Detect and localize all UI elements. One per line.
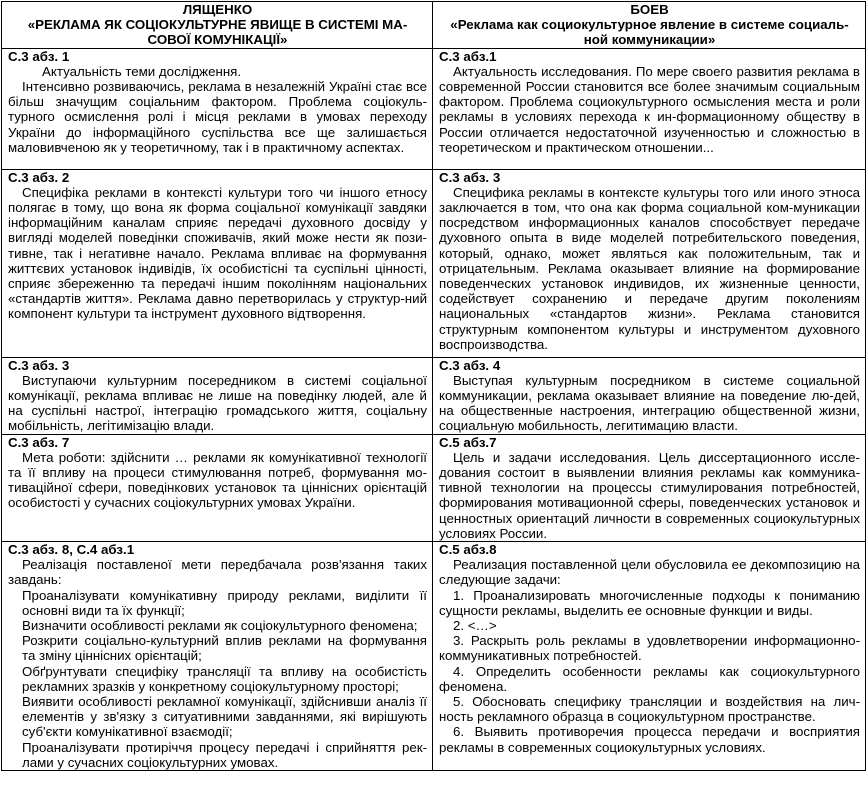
list-item: Обґрунтувати специфіку трансляції та впливу на особистість рекламних зразків у конкретному соціокультурному просторі; bbox=[22, 663, 427, 694]
comparison-page bbox=[1, 1, 865, 805]
paragraph: Выступая культурным посредником в системе социальной коммуникации, реклама оказывает влияние на поведение лю-дей, на общественные настроения, интеграцию общественной жизни, социальную мобильность, легитимацию власти. bbox=[439, 372, 860, 434]
page-reference: С.3 абз. 3 bbox=[8, 357, 70, 373]
right-cell bbox=[433, 542, 866, 771]
list-item: Проаналізувати комунікативну природу реклами, виділити її основні види та їх функції; bbox=[22, 587, 427, 618]
table-row bbox=[2, 434, 866, 541]
left-cell bbox=[2, 434, 433, 541]
page-reference: С.5 абз.8 bbox=[439, 542, 497, 558]
paragraph: Інтенсивно розвиваючись, реклама в незалежній Україні стає все більш значущим соціальним фактором. Проблема соціокуль-турного осмислення ролі і місця реклами в умовах переходу України до інформаційного суспільства все ще залишається маловивченою як у теоретичному, так і в практичному аспектах. bbox=[8, 79, 427, 155]
list-item: Розкрити соціально-культурний вплив реклами на формування та зміну ціннісних орієнтацій; bbox=[22, 633, 427, 664]
paragraph: Реализация поставленной цели обусловила ее декомпозицию на следующие задачи: bbox=[439, 557, 860, 588]
list-item: Проаналізувати протиріччя процесу передачі і сприйняття рек-лами у сучасних соціокультурних умовах. bbox=[22, 739, 427, 770]
list-item: 6. Выявить противоречия процесса передачи и восприятия рекламы в современных социокультурных условиях. bbox=[439, 724, 860, 755]
list-item: 3. Раскрыть роль рекламы в удовлетворении информационно-коммуникативных потребностей. bbox=[439, 633, 860, 664]
right-cell bbox=[433, 357, 866, 434]
paragraph: Виступаючи культурним посередником в системі соціальної комунікації, реклама впливає не лише на поведінку людей, але й на суспільні настрої, інтеграцію громадського життя, соціальну мобільність, легітимізацію влади. bbox=[8, 372, 427, 434]
page-reference: С.3 абз. 2 bbox=[8, 169, 70, 185]
list-item: 1. Проанализировать многочисленные подходы к пониманию сущности рекламы, выделить ее основные функции и виды. bbox=[439, 587, 860, 618]
page-reference: С.3 абз.1 bbox=[439, 48, 497, 64]
page-reference: С.5 абз.7 bbox=[439, 434, 497, 450]
left-cell bbox=[2, 169, 433, 357]
paragraph: Специфика рекламы в контексте культуры того или иного этноса заключается в том, что она как форма социальной ком-муникации посредством информационных каналов способствует передаче духовного опыта в виде моделей потребительского поведения, который, однако, может являться как положительным, так и отрицательным. Реклама оказывает влияние на формирование поведенческих установок индивидов, их жизненные ценности, содействует сохранению и передаче другим поколениям национальных «стандартов жизни». Реклама становится структурным компонентом культуры и инструментом духовного воспроизводства. bbox=[439, 184, 860, 352]
header-left bbox=[2, 2, 433, 49]
left-author: ЛЯЩЕНКО bbox=[182, 2, 253, 17]
list-item: 2. <…> bbox=[453, 618, 497, 634]
list-item: 4. Определить особенности рекламы как социокультурного феномена. bbox=[439, 663, 860, 694]
right-cell bbox=[433, 169, 866, 357]
comparison-table bbox=[1, 1, 866, 771]
right-title: «Реклама как социокультурное явление в системе социаль-ной коммуникации» bbox=[450, 17, 849, 48]
left-cell bbox=[2, 542, 433, 771]
page-reference: С.3 абз. 3 bbox=[439, 169, 501, 185]
left-cell bbox=[2, 357, 433, 434]
paragraph: Цель и задачи исследования. Цель диссертационного иссле-дования состоит в выявлении влияния рекламы как коммуника-тивной технологии на процессы стимулирования потребностей, формирования мотивационной сферы, поведенческих установок и ценностных ориентаций личности в современных социокультурных условиях России. bbox=[439, 449, 860, 541]
table-row bbox=[2, 169, 866, 357]
paragraph: Актуальність теми дослідження. bbox=[42, 63, 242, 79]
paragraph: Специфіка реклами в контексті культури того чи іншого етносу полягає в тому, що вона як форма соціальної комунікації завдяки інформаційним каналам сприяє передачі духовного досвіду у вигляді моделей поведінки споживачів, який може нести як пози-тивне, так і негативне начало. Реклама впливає на формування життєвих установок індивідів, їх особистісні та суспільні цінності, сприяє збереженню та передачі іншим поколінням національних «стандартів життя». Реклама давно перетворилась у структур-ний компонент культури та інструмент духовного відтворення. bbox=[8, 184, 427, 322]
table-row bbox=[2, 542, 866, 771]
list-item: Визначити особливості реклами як соціокультурного феномена; bbox=[22, 618, 418, 634]
right-author: БОЕВ bbox=[630, 2, 669, 17]
page-reference: С.3 абз. 7 bbox=[8, 434, 70, 450]
header-right bbox=[433, 2, 866, 49]
left-title: «РЕКЛАМА ЯК СОЦІОКУЛЬТУРНЕ ЯВИЩЕ В СИСТЕМІ МА-СОВОЇ КОМУНІКАЦІЇ» bbox=[27, 17, 408, 48]
paragraph: Актуальность исследования. По мере своего развития реклама в современной России становится все более значимым социальным фактором. Проблема социокультурного осмысления места и роли рекламы в условиях перехода к ин-формационному обществу в России отличается недостаточной изученностью и сложностью в теоретическом и практическом отношении... bbox=[439, 63, 860, 155]
list-item: Виявити особливості рекламної комунікації, здійснивши аналіз її елементів у зв'язку з ситуативними завданнями, які вирішують суб'єкти комунікативної взаємодії; bbox=[22, 694, 427, 740]
left-cell bbox=[2, 48, 433, 169]
page-reference: С.3 абз. 8, С.4 абз.1 bbox=[8, 542, 135, 558]
table-row bbox=[2, 357, 866, 434]
page-reference: С.3 абз. 1 bbox=[8, 48, 70, 64]
paragraph: Мета роботи: здійснити … реклами як комунікативної технології та її впливу на процеси стимулювання потреб, формування мо-тиваційної сфери, поведінкових установок та ціннісних орієнтацій особистості у сучасних соціокультурних умовах України. bbox=[8, 449, 427, 511]
paragraph: Реалізація поставленої мети передбачала розв'язання таких завдань: bbox=[8, 557, 427, 588]
right-cell bbox=[433, 434, 866, 541]
list-item: 5. Обосновать специфику трансляции и воздействия на лич-ность рекламного образца в социокультурном пространстве. bbox=[439, 694, 860, 725]
table-row bbox=[2, 48, 866, 169]
right-cell bbox=[433, 48, 866, 169]
page-reference: С.3 абз. 4 bbox=[439, 357, 501, 373]
header-row bbox=[2, 2, 866, 49]
